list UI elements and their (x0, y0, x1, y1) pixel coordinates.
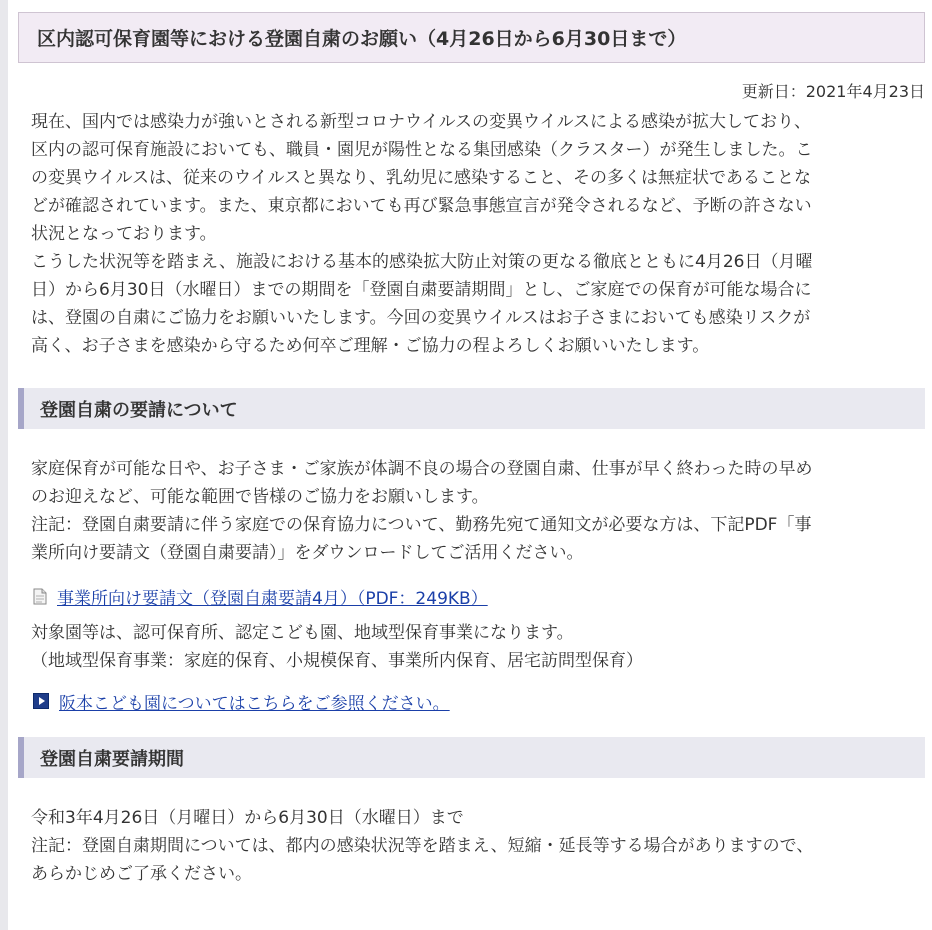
updated-date: 更新日：2021年4月23日 (741, 82, 925, 101)
main-content (18, 0, 925, 888)
sakamoto-info-link[interactable]: 阪本こども園についてはこちらをご参照ください。 (59, 693, 450, 714)
intro-line: 状況となっております。 (31, 224, 217, 244)
left-edge-bar (0, 0, 8, 930)
intro-line: 高く、お子さまを感染から守るため何卒ご理解・ご協力の程よろしくお願いいたします。 (31, 336, 710, 356)
intro-paragraph (18, 108, 925, 360)
intro-line: こうした状況等を踏まえ、施設における基本的感染拡大防止対策の更なる徹底とともに4月26日（月曜 (31, 252, 813, 272)
intro-line: の変異ウイルスは、従来のウイルスと異なり、乳幼児に感染すること、その多くは無症状であることな (31, 168, 811, 188)
info-link-row (18, 688, 925, 714)
request-line: 家庭保育が可能な日や、お子さま・ご家族が体調不良の場合の登園自粛、仕事が早く終わった時の早め (31, 459, 813, 479)
intro-line: 区内の認可保育施設においても、職員・園児が陽性となる集団感染（クラスター）が発生しました。こ (31, 140, 813, 160)
intro-line: は、登園の自粛にご協力をお願いいたします。今回の変異ウイルスはお子さまにおいても感染リスクが (31, 308, 811, 328)
page-title (18, 12, 925, 63)
period-line: あらかじめご了承ください。 (31, 864, 252, 884)
request-line: 注記：登園自粛要請に伴う家庭での保育協力について、勤務先宛て通知文が必要な方は、下記PDF「事 (31, 515, 812, 535)
page-title-text: 区内認可保育園等における登園自粛のお願い（4月26日から6月30日まで） (37, 28, 687, 50)
section-heading-request (18, 388, 925, 429)
request-line: 業所向け要請文（登園自粛要請）」をダウンロードしてご活用ください。 (31, 543, 584, 563)
pdf-download-link[interactable]: 事業所向け要請文（登園自粛要請4月）（PDF：249KB） (57, 588, 488, 609)
intro-line: どが確認されています。また、東京都においても再び緊急事態宣言が発令されるなど、予断の許さない (31, 196, 812, 216)
request-line: のお迎えなど、可能な範囲で皆様のご協力をお願いします。 (31, 487, 489, 507)
target-line: 対象園等は、認可保育所、認定こども園、地域型保育事業になります。 (31, 623, 574, 643)
intro-line: 日）から6月30日（水曜日）までの期間を「登園自粛要請期間」とし、ご家庭での保育が可能な場合に (31, 280, 812, 300)
period-paragraph (18, 804, 925, 888)
pdf-link-row (18, 583, 925, 609)
request-paragraph (18, 455, 925, 567)
arrow-right-icon (33, 693, 49, 709)
period-line: 令和3年4月26日（月曜日）から6月30日（水曜日）まで (31, 808, 464, 828)
document-icon (33, 588, 47, 605)
target-line: （地域型保育事業：家庭的保育、小規模保育、事業所内保育、居宅訪問型保育） (31, 651, 643, 671)
section-heading-period (18, 737, 925, 778)
section-heading-text: 登園自粛の要請について (40, 399, 238, 421)
target-paragraph (18, 619, 925, 675)
intro-line: 現在、国内では感染力が強いとされる新型コロナウイルスの変異ウイルスによる感染が拡大しており、 (31, 112, 811, 132)
period-line: 注記：登園自粛期間については、都内の感染状況等を踏まえ、短縮・延長等する場合がありますので、 (31, 836, 814, 856)
section-heading-text: 登園自粛要請期間 (40, 748, 184, 770)
